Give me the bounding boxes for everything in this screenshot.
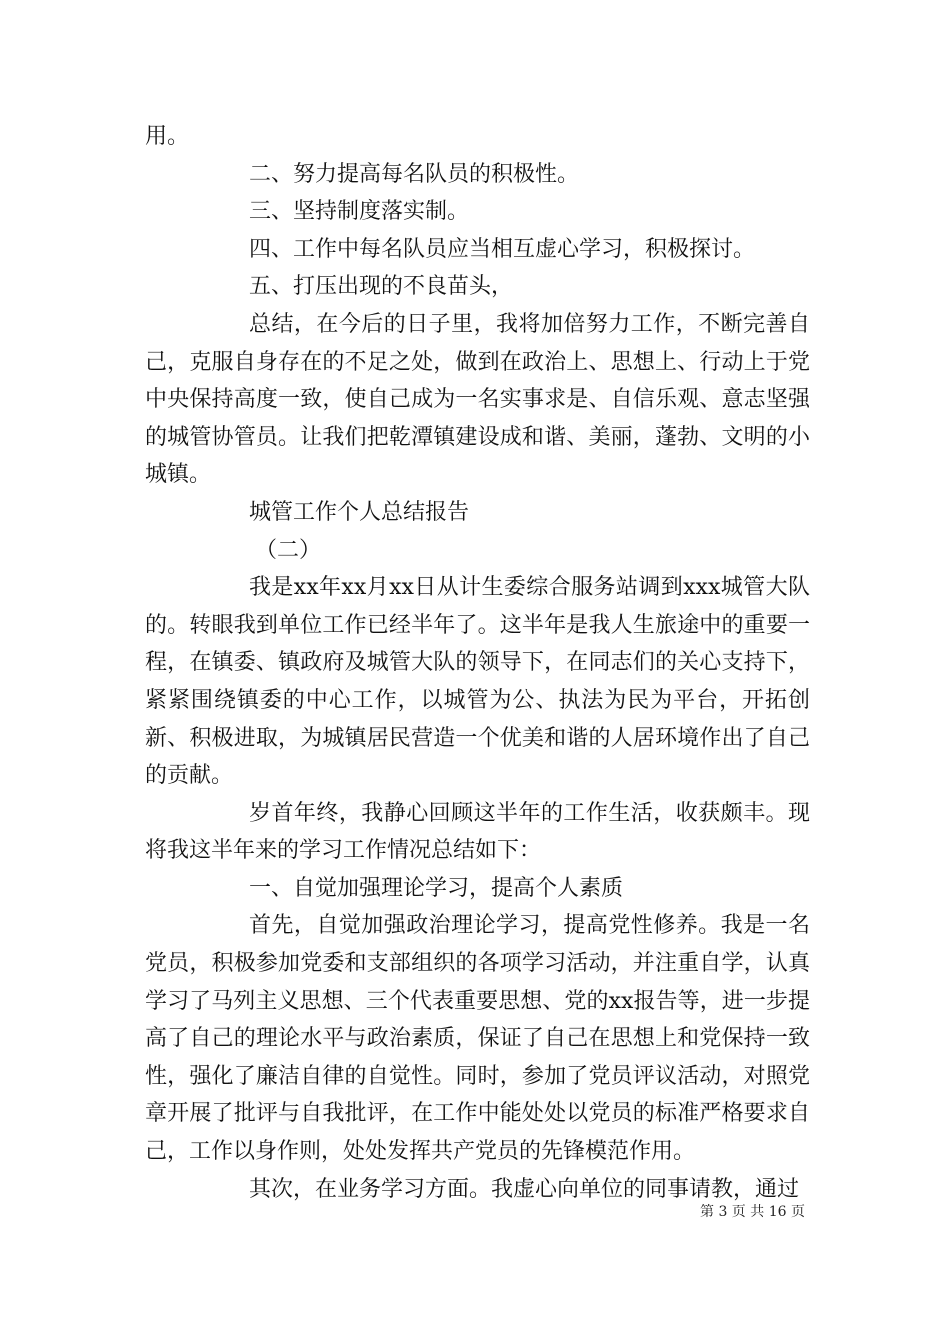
paragraph-continuation: 用。 — [145, 124, 190, 149]
list-item-3: 三、坚持制度落实制。 — [249, 199, 470, 225]
page-number-footer: 第 3 页 共 16 页 — [700, 1204, 805, 1220]
summary-paragraph: 总结，在今后的日子里，我将加倍努力工作，不断完善自己，克服自身存在的不足之处，做到在政治上、思想上、行动上于党中央保持高度一致，使自己成为一名实事求是、自信乐观、意志坚强的城管协管员。让我们把乾潭镇建设成和谐、美丽，蓬勃、文明的小城镇。 — [145, 311, 810, 488]
business-paragraph: 其次，在业务学习方面。我虚心向单位的同事请教，通过 — [249, 1176, 800, 1202]
document-body — [145, 118, 810, 1208]
heading-1: 一、自觉加强理论学习，提高个人素质 — [249, 875, 624, 901]
study-paragraph: 首先，自觉加强政治理论学习，提高党性修养。我是一名党员，积极参加党委和支部组织的各项学习活动，并注重自学，认真学习了马列主义思想、三个代表重要思想、党的xx报告等，进一步提高了自己的理论水平与政治素质，保证了自己在思想上和党保持一致性，强化了廉洁自律的自觉性。同时，参加了党员评议活动，对照党章开展了批评与自我批评，在工作中能处处以党员的标准严格要求自己，工作以身作则，处处发挥共产党员的先锋模范作用。 — [145, 913, 810, 1165]
list-item-4: 四、工作中每名队员应当相互虚心学习，积极探讨。 — [249, 236, 756, 262]
section-subtitle: （二） — [255, 537, 322, 563]
section-title: 城管工作个人总结报告 — [249, 499, 470, 525]
intro-paragraph: 我是xx年xx月xx日从计生委综合服务站调到xxx城管大队的。转眼我到单位工作已经半年了。这半年是我人生旅途中的重要一程，在镇委、镇政府及城管大队的领导下，在同志们的关心支持下，紧紧围绕镇委的中心工作，以城管为公、执法为民为平台，开拓创新、积极进取，为城镇居民营造一个优美和谐的人居环境作出了自己的贡献。 — [145, 575, 810, 789]
review-paragraph: 岁首年终，我静心回顾这半年的工作生活，收获颇丰。现将我这半年来的学习工作情况总结如下： — [145, 800, 810, 864]
list-item-5: 五、打压出现的不良苗头， — [249, 274, 514, 300]
list-item-2: 二、努力提高每名队员的积极性。 — [249, 161, 580, 187]
